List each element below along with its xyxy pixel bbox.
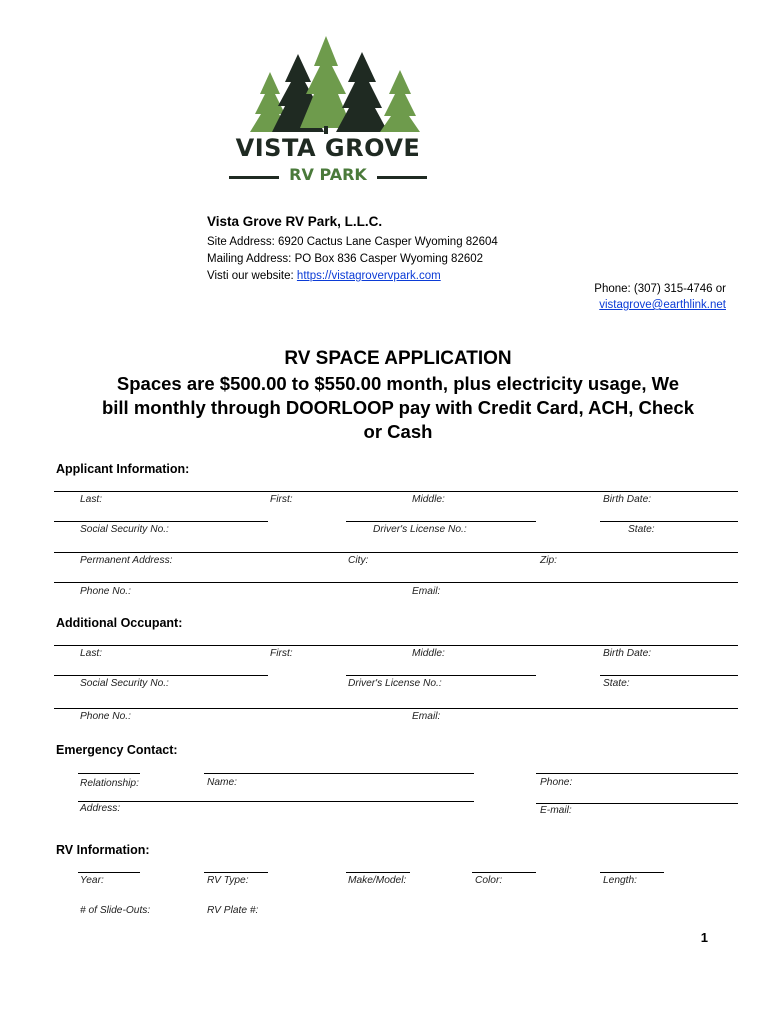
tree-icon — [250, 36, 420, 134]
applicant-zip-label: Zip: — [540, 555, 557, 566]
emergency-address-field[interactable] — [78, 801, 474, 802]
applicant-state-field[interactable] — [600, 521, 738, 522]
logo-title: VISTA GROVE — [235, 134, 421, 162]
rv-slide-outs-label: # of Slide-Outs: — [80, 905, 151, 916]
applicant-ssn-field[interactable] — [54, 521, 268, 522]
applicant-contact-field[interactable] — [54, 582, 738, 583]
applicant-address-field[interactable] — [54, 552, 738, 553]
occupant-section-title: Additional Occupant: — [56, 616, 183, 630]
emergency-email-field[interactable] — [536, 803, 738, 804]
application-title: RV SPACE APPLICATION — [284, 348, 512, 369]
rv-plate-label: RV Plate #: — [207, 905, 259, 916]
logo-subtitle — [225, 166, 431, 188]
contact-phone: Phone: (307) 315-4746 or — [594, 283, 726, 295]
occupant-state-label: State: — [603, 678, 630, 689]
subtitle-line-1: Spaces are $500.00 to $550.00 month, plus electricity usage, We — [116, 373, 680, 394]
applicant-middle-label: Middle: — [412, 494, 445, 505]
applicant-address-label: Permanent Address: — [80, 555, 173, 566]
logo-rule-right — [377, 176, 427, 179]
applicant-email-label: Email: — [412, 586, 441, 597]
applicant-birth-date-label: Birth Date: — [603, 494, 652, 505]
rv-length-label: Length: — [603, 875, 637, 886]
mailing-address: Mailing Address: PO Box 836 Casper Wyoming 82602 — [207, 253, 484, 265]
occupant-last-label: Last: — [80, 648, 103, 659]
occupant-license-field[interactable] — [346, 675, 536, 676]
occupant-first-label: First: — [270, 648, 293, 659]
company-name: Vista Grove RV Park, L.L.C. — [207, 214, 383, 229]
rv-make-model-label: Make/Model: — [348, 875, 407, 886]
emergency-address-label: Address: — [80, 803, 121, 814]
applicant-first-label: First: — [270, 494, 293, 505]
rv-type-label: RV Type: — [207, 875, 249, 886]
rv-section-title: RV Information: — [56, 843, 150, 857]
occupant-license-label: Driver's License No.: — [348, 678, 442, 689]
occupant-birth-date-label: Birth Date: — [603, 648, 652, 659]
applicant-ssn-label: Social Security No.: — [80, 524, 169, 535]
subtitle-line-2: bill monthly through DOORLOOP pay with Credit Card, ACH, Check — [101, 397, 695, 418]
occupant-email-label: Email: — [412, 711, 441, 722]
rv-color-field[interactable] — [472, 872, 536, 873]
contact-email[interactable]: vistagrove@earthlink.net — [599, 299, 726, 311]
applicant-phone-label: Phone No.: — [80, 586, 131, 597]
applicant-city-label: City: — [348, 555, 369, 566]
occupant-middle-label: Middle: — [412, 648, 445, 659]
rv-color-label: Color: — [475, 875, 503, 886]
applicant-license-label: Driver's License No.: — [373, 524, 467, 535]
rv-make-model-field[interactable] — [346, 872, 410, 873]
emergency-phone-label: Phone: — [540, 777, 573, 788]
rv-type-field[interactable] — [204, 872, 268, 873]
website-link[interactable]: https://vistagrovervpark.com — [296, 270, 441, 282]
website-line — [207, 270, 441, 282]
emergency-phone-field[interactable] — [536, 773, 738, 774]
applicant-section-title: Applicant Information: — [56, 462, 190, 476]
occupant-state-field[interactable] — [600, 675, 738, 676]
page-number: 1 — [700, 930, 708, 945]
rv-year-label: Year: — [80, 875, 104, 886]
occupant-name-field[interactable] — [54, 645, 738, 646]
website-label: Visti our website: — [207, 270, 297, 282]
occupant-phone-label: Phone No.: — [80, 711, 131, 722]
emergency-relationship-field[interactable] — [78, 773, 140, 774]
rv-year-field[interactable] — [78, 872, 140, 873]
subtitle-line-3: or Cash — [363, 421, 433, 442]
occupant-ssn-label: Social Security No.: — [80, 678, 169, 689]
applicant-state-label: State: — [628, 524, 655, 535]
applicant-license-field[interactable] — [346, 521, 536, 522]
applicant-name-field[interactable] — [54, 491, 738, 492]
emergency-section-title: Emergency Contact: — [56, 743, 178, 757]
emergency-name-label: Name: — [207, 777, 238, 788]
emergency-name-field[interactable] — [204, 773, 474, 774]
rv-length-field[interactable] — [600, 872, 664, 873]
occupant-contact-field[interactable] — [54, 708, 738, 709]
occupant-ssn-field[interactable] — [54, 675, 268, 676]
logo-subtitle-text: RV PARK — [289, 165, 367, 184]
applicant-last-label: Last: — [80, 494, 103, 505]
site-address: Site Address: 6920 Cactus Lane Casper Wyoming 82604 — [207, 236, 498, 248]
emergency-email-label: E-mail: — [540, 805, 572, 816]
emergency-relationship-label: Relationship: — [80, 778, 139, 789]
